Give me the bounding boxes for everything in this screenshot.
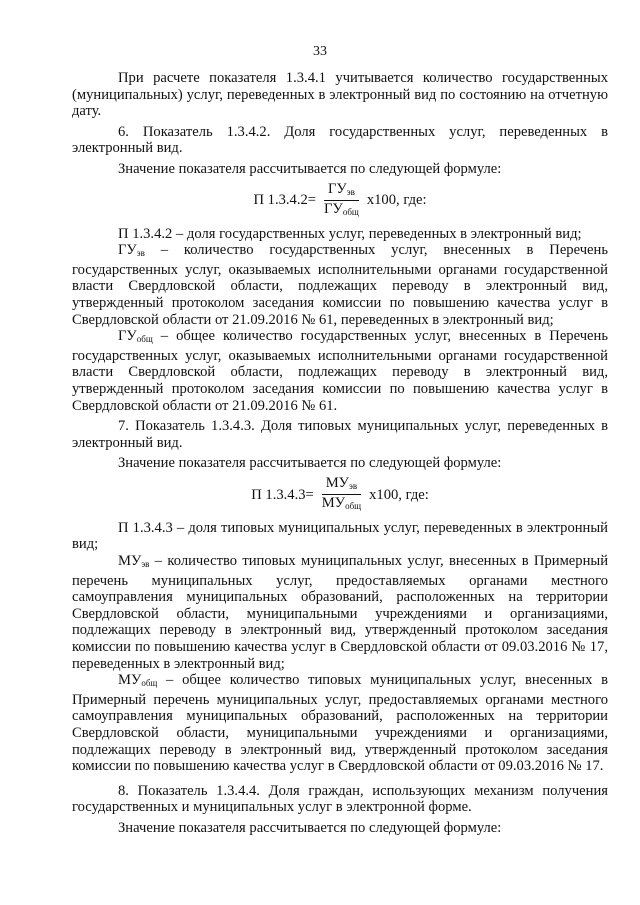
formula-1-denominator: $ГУ_{общ}$ (324, 200, 359, 217)
definition-p-1342: П 1.3.4.2 – доля государственных услуг, переведенных в электронный вид; (118, 225, 582, 242)
definition-mu-obsh: $МУ_{общ}$ – общее количество типовых муниципальных услуг, внесенных в Примерный перечень муниципальных услуг, предоставляемых органами местного самоуправления муниципальных образований, расположенных на территории Свердловской области, муниципальными учреждениями и организациями, подлежащих переводу в электронный вид, утвержденный протоколом заседания комиссии по повышению качества услуг в Свердловской области от 09.03.2016 № 17. (72, 672, 608, 775)
paragraph-indicator-7: 7. Показатель 1.3.4.3. Доля типовых муниципальных услуг, переведенных в электронный вид. (72, 418, 608, 451)
formula-1-fraction (320, 182, 363, 220)
paragraph-indicator-6: 6. Показатель 1.3.4.2. Доля государственных услуг, переведенных в электронный вид. (72, 123, 608, 157)
definition-p-1343: П 1.3.4.3 – доля типовых муниципальных услуг, переведенных в электронный вид; (72, 519, 608, 553)
formula-2-rhs: x100, где: (369, 486, 429, 503)
paragraph-indicator-8: 8. Показатель 1.3.4.4. Доля граждан, использующих механизм получения государственных и муниципальных услуг в электронной форме. (72, 782, 608, 816)
formula-intro-3: Значение показателя рассчитывается по следующей формуле: (118, 819, 502, 836)
definition-gu-ev: $ГУ_{эв}$ – количество государственных услуг, внесенных в Перечень государственных услуг, оказываемых исполнительными органами государственной власти Свердловской области, подлежащих переводу в электронный вид, утвержденный протоколом заседания комиссии по повышению качества услуг в Свердловской области от 21.09.2016 № 61, переведенных в электронный вид; (72, 242, 608, 328)
formula-2-denominator: $МУ_{общ}$ (321, 494, 362, 511)
formula-intro-2: Значение показателя рассчитывается по следующей формуле: (118, 455, 502, 472)
formula-2-fraction (318, 476, 365, 514)
formula-intro-1: Значение показателя рассчитывается по следующей формуле: (118, 160, 502, 177)
formula-1-lhs: П 1.3.4.2= (253, 192, 317, 209)
formula-1-rhs: x100, где: (366, 192, 427, 209)
paragraph-1: При расчете показателя 1.3.4.1 учитывается количество государственных (муниципальных) услуг, переведенных в электронный вид по состоянию на отчетную дату. (72, 70, 608, 120)
formula-1-numerator: $ГУ_{эв}$ (324, 182, 359, 201)
formula-1 (72, 182, 608, 220)
page-number: 33 (313, 44, 327, 59)
formula-2 (72, 476, 608, 514)
definition-mu-ev: $МУ_{эв}$ – количество типовых муниципальных услуг, внесенных в Примерный перечень муниципальных услуг, предоставляемых органами местного самоуправления муниципальных образований, расположенных на территории Свердловской области, муниципальными учреждениями и организациями, подлежащих переводу в электронный вид, утвержденный протоколом заседания комиссии по повышению качества услуг в Свердловской области от 09.03.2016 № 17, переведенных в электронный вид; (72, 553, 608, 672)
formula-2-numerator: $МУ_{эв}$ (322, 476, 361, 495)
formula-2-lhs: П 1.3.4.3= (251, 486, 314, 503)
definition-gu-obsh: $ГУ_{общ}$ – общее количество государственных услуг, внесенных в Перечень государственных услуг, оказываемых исполнительными органами государственной власти Свердловской области, подлежащих переводу в электронный вид, утвержденный протоколом заседания комиссии по повышению качества услуг в Свердловской области от 21.09.2016 № 61. (72, 328, 608, 414)
document-body (72, 70, 608, 837)
